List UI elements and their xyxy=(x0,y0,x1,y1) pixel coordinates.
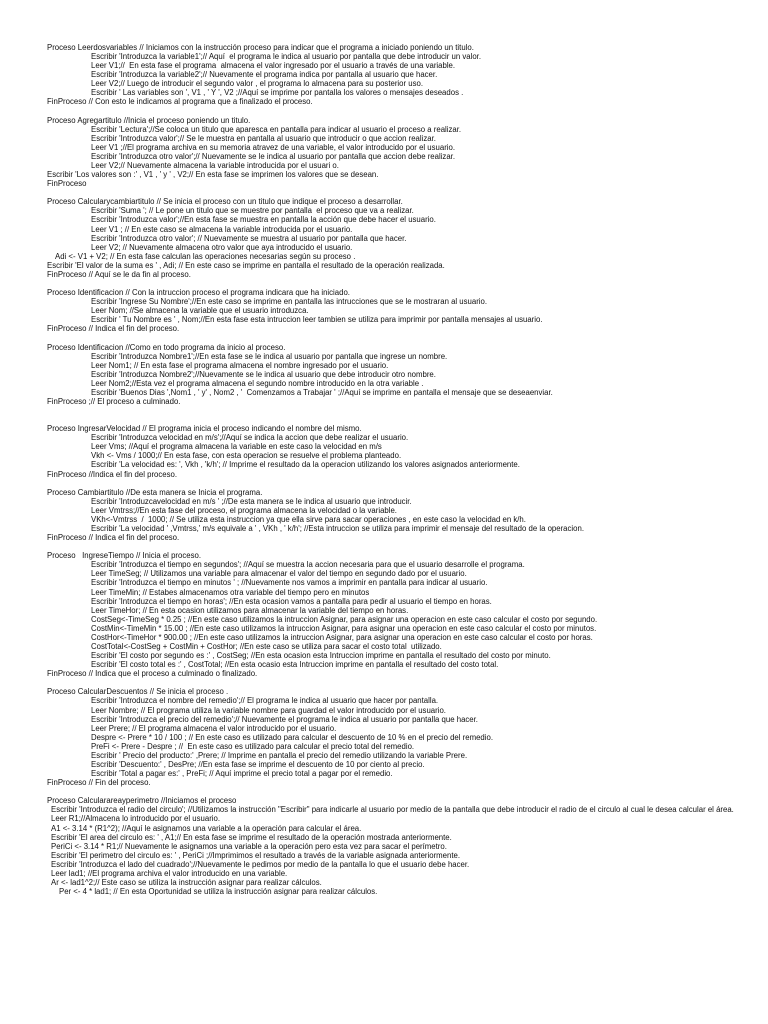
code-block xyxy=(47,687,759,787)
code-block xyxy=(47,796,759,896)
code-line: Leer V2;// Nuevamente almacena la variable introducida por el usuari o. xyxy=(91,161,339,171)
code-line: Leer Nom; //Se almacena la variable que el usuario introduzca. xyxy=(91,306,309,316)
code-line: Proceso Identificacion //Como en todo programa da inicio al proceso. xyxy=(47,342,286,352)
code-line: Leer Nom2;//Esta vez el programa almacena el segundo nombre introducido en la otra variable . xyxy=(91,378,424,388)
block-spacer xyxy=(47,406,759,424)
code-block xyxy=(47,288,759,333)
code-line: Vkh <- Vms / 1000;// En esta fase, con esta operacion se resuelve el problema planteado. xyxy=(91,451,402,461)
code-line: Escribir 'El valor de la suma es ' , Adi; // En este caso se imprime en pantalla el resultado de la operación realizada. xyxy=(47,260,445,270)
code-block xyxy=(47,343,759,407)
code-line: Proceso Calcularareayperimetro //Iniciamos el proceso xyxy=(47,796,237,806)
code-line: Escribir 'Introduzca Nombre1';//En esta fase se le indica al usuario por pantalla que ingrese un nombre. xyxy=(91,351,448,361)
code-line: FinProceso // Indica el fin del proceso. xyxy=(47,533,180,543)
block-spacer xyxy=(47,678,759,687)
code-line: Proceso Agregartitulo //Inicia el proceso poniendo un titulo. xyxy=(47,115,251,125)
block-spacer xyxy=(47,188,759,197)
code-line: VKh<-Vmtrss / 1000; // Se utiliza esta instruccion ya que ella sirve para sacar operaciones , en este caso la velocidad en k/h. xyxy=(91,514,526,524)
code-line: FinProceso // Fin del proceso. xyxy=(47,778,151,788)
code-line: Despre <- Prere * 10 / 100 ; // En este caso es utilizado para calcular el descuento de 10 % en el precio del remedio. xyxy=(91,732,493,742)
code-line: Escribir 'Introduzca otro valor';// Nuevamente se le indica al usuario por pantalla que accion debe realizar. xyxy=(91,151,455,161)
code-line: Leer Prere; // El programa almacena el valor introducido por el usuario. xyxy=(91,723,337,733)
code-line: Proceso Calcularycambiartitulo // Se inicia el proceso con un titulo que indique el proceso a desarrollar. xyxy=(47,197,403,207)
code-line: Escribir 'Suma '; // Le pone un titulo que se muestre por pantalla el proceso que va a realizar. xyxy=(91,206,414,216)
block-spacer xyxy=(47,107,759,116)
code-line: Leer V1 ; // En este caso se almacena la variable introducida por el usuario. xyxy=(91,224,353,234)
code-line: Leer Nombre; // El programa utiliza la variable nombre para guardad el valor introducido por el usuario. xyxy=(91,705,446,715)
code-block xyxy=(47,488,759,542)
code-line: Leer Vmtrss;//En esta fase del proceso, el programa almacena la velocidad o la variable. xyxy=(91,505,397,515)
code-line: Proceso IngresarVelocidad // El programa inicia el proceso indicando el nombre del mismo. xyxy=(47,424,362,434)
code-line: Escribir ' Las variables son ', V1 , ' Y ', V2 ;//Aquí se imprime por pantalla los valores o mensajes deseados . xyxy=(91,88,464,98)
code-line: Proceso CalcularDescuentos // Se inicia el proceso . xyxy=(47,687,229,697)
code-line: Adi <- V1 + V2; // En esta fase calculan las operaciones necesarias según su proceso . xyxy=(55,251,356,261)
code-line: Escribir 'Introduzca la variable1';// Aquí el programa le indica al usuario por pantalla que debe introducir un valor. xyxy=(91,52,482,62)
code-line: Escribir 'Introduzca velocidad en m/s';//Aquí se indica la accion que debe realizar el usuario. xyxy=(91,433,409,443)
code-line: Escribir ' Tu Nombre es ' , Nom;//En esta fase esta intruccion leer tambien se utiliza para imprimir por pantalla mensajes al usuario. xyxy=(91,315,543,325)
code-line: Escribir 'Introduzca el precio del remedio';// Nuevamente el programa le indica al usuario por pantalla que hacer. xyxy=(91,714,478,724)
code-line: Escribir 'Descuento:' , DesPre; //En esta fase se imprime el descuento de 10 por ciento al precio. xyxy=(91,760,425,770)
code-line: Escribir 'Introduzcavelocidad en m/s ' ;//De esta manera se le indica al usuario que introducir. xyxy=(91,496,412,506)
code-line: Proceso IngreseTiempo // Inicia el proceso. xyxy=(47,551,201,561)
code-line: Leer lad1; //El programa archiva el valor introducido en una variable. xyxy=(51,868,288,878)
code-line: Escribir 'El costo total es :' , CostTotal; //En esta ocasio esta Intruccion imprime en pantalla el resultado del costo total. xyxy=(91,660,499,670)
code-line: Escribir 'Lectura';//Se coloca un titulo que aparesca en pantalla para indicar al usuario el proceso a realizar. xyxy=(91,124,462,134)
code-block xyxy=(47,43,759,107)
code-line: Leer Nom1; // En esta fase el programa almacena el nombre ingresado por el usuario. xyxy=(91,360,389,370)
code-line: Leer V1;// En esta fase el programa almacena el valor ingresado por el usuario a través de una variable. xyxy=(91,61,456,71)
code-line: Leer Vms; //Aquí el programa almacena la variable en este caso la velocidad en m/s xyxy=(91,442,382,452)
code-line: Escribir 'El costo por segundo es :' , CostSeg; //En esta ocasion esta Intruccion imprime en pantalla el resultado del costo por minuto. xyxy=(91,651,551,661)
code-line: Proceso Identificacion // Con la intruccion proceso el programa indicara que ha iniciado. xyxy=(47,288,350,298)
code-line: Escribir 'Introduzca otro valor'; // Nuevamente se muestra al usuario por pantalla que hacer. xyxy=(91,233,407,243)
code-line: Ar <- lad1^2;// Este caso se utiliza la instrucción asignar para realizar cálculos. xyxy=(51,878,322,888)
code-line: Leer V2;// Luego de introducir el segundo valor , el programa lo almacena para su posterior uso. xyxy=(91,79,423,89)
code-block xyxy=(47,197,759,279)
code-line: Leer V2; // Nuevamente almacena otro valor que aya introducido el usuario. xyxy=(91,242,353,252)
code-line: Escribir 'Introduzca el tiempo en horas'; //En esta ocasion vamos a pantalla para pedir al usuario el tiempo en horas. xyxy=(91,596,492,606)
code-line: A1 <- 3.14 * (R1^2); //Aquí le asignamos una variable a la operación para calcular el área. xyxy=(51,823,362,833)
code-line: Escribir 'El area del circulo es: ' , A1;// En esta fase se imprime el resultado de la operación mostrada anteriormente. xyxy=(51,832,452,842)
code-line: FinProceso ;// El proceso a culminado. xyxy=(47,397,181,407)
code-line: Escribir 'Introduzca el tiempo en minutos ' ; //Nuevamente nos vamos a imprimir en pantalla para indicar al usuario. xyxy=(91,578,488,588)
code-line: Proceso Cambiartitulo //De esta manera se Inicia el programa. xyxy=(47,487,263,497)
code-line: Escribir 'Introduzca el nombre del remedio';// El programa le indica al usuario que hacer por pantalla. xyxy=(91,696,439,706)
code-block xyxy=(47,424,759,478)
document-body xyxy=(47,43,759,896)
block-spacer xyxy=(47,479,759,488)
code-line: FinProceso // Indica el fin del proceso. xyxy=(47,324,180,334)
code-line: Leer TimeMin; // Estabes almacenamos otra variable del tiempo pero en minutos xyxy=(91,587,370,597)
block-spacer xyxy=(47,787,759,796)
code-line: Escribir 'La velocidad ' ,Vmtrss,' m/s equivale a ' , VKh , ' k/h'; //Esta intruccion se utiliza para imprimir el mensaje del resultado de la operacion. xyxy=(91,523,584,533)
code-line: Escribir 'El perimetro del circulo es: ' , PeriCi ;//Imprimimos el resultado a través de la variable asignada anteriormente. xyxy=(51,850,461,860)
block-spacer xyxy=(47,334,759,343)
code-line: Escribir 'Total a pagar es:' , PreFi; // Aquí imprime el precio total a pagar por el remedio. xyxy=(91,769,393,779)
code-block xyxy=(47,116,759,189)
code-line: Escribir 'Introduzca valor';// Se le muestra en pantalla al usuario que introducir o que accion realizar. xyxy=(91,133,436,143)
code-line: FinProceso // Con esto le indicamos al programa que a finalizado el proceso. xyxy=(47,97,313,107)
code-line: Escribir 'Introduzca el lado del cuadrado';//Nuevamente le pedimos por medio de la pantalla lo que el usuario debe hacer. xyxy=(51,859,470,869)
code-line: CostHor<-TimeHor * 900.00 ; //En este caso utilizamos la intruccion Asignar, para asignar una operacion en este caso calcular el costo por horas. xyxy=(91,632,593,642)
code-line: PeriCi <- 3.14 * R1;// Nuevamente le asignamos una variable a la operación pero esta vez para sacar el perímetro. xyxy=(51,841,447,851)
code-line: CostMin<-TimeMin * 15.00 ; //En este caso utilizamos la intruccion Asignar, para asignar una operacion en este caso calcular el costo por minutos. xyxy=(91,623,597,633)
code-line: Escribir ' Precio del producto:' ,Prere; // Imprime en pantalla el precio del remedio utilizando la variable Prere. xyxy=(91,750,468,760)
code-line: FinProceso xyxy=(47,179,87,189)
code-line: Escribir 'La velocidad es: ', Vkh , 'k/h'; // Imprime el resultado da la operacion utilizando los valores asignados anteriormente. xyxy=(91,460,520,470)
code-block xyxy=(47,551,759,678)
code-line: Per <- 4 * lad1; // En esta Oportunidad se utiliza la instrucción asignar para realizar cálculos. xyxy=(59,887,378,897)
block-spacer xyxy=(47,279,759,288)
code-line: CostSeg<-TimeSeg * 0.25 ; //En este caso utilizamos la intruccion Asignar, para asignar una operacion en este caso calcular el costo por segundo. xyxy=(91,614,598,624)
code-line: CostTotal<-CostSeg + CostMin + CostHor; //En este caso se utiliza para sacar el costo total utilizado. xyxy=(91,642,442,651)
code-line: PreFi <- Prere - Despre ; // En este caso es utilizado para calcular el precio total del remedio. xyxy=(91,741,415,751)
code-line: FinProceso //Indica el fin del proceso. xyxy=(47,469,178,479)
code-line: FinProceso // Indica que el proceso a culminado o finalizado. xyxy=(47,669,258,679)
code-line: Leer TimeSeg; // Utilizamos una variable para almacenar el valor del tiempo en segundo dado por el usuario. xyxy=(91,569,467,579)
code-line: Escribir 'Introduzca la variable2';// Nuevamente el programa indica por pantalla al usuario que hacer. xyxy=(91,70,438,80)
code-line: Proceso Leerdosvariables // Iniciamos con la instrucción proceso para indicar que el programa a iniciado poniendo un titulo. xyxy=(47,43,474,52)
code-line: Escribir 'Introduzca Nombre2';//Nuevamente se le indica al usuario que debe introducir otro nombre. xyxy=(91,369,436,379)
code-line: Escribir 'Los valores son :' , V1 , ' y ' , V2;// En esta fase se imprimen los valores que se desean. xyxy=(47,170,379,180)
code-line: Leer V1 ;//El programa archiva en su memoria atravez de una variable, el valor introducido por el usuario. xyxy=(91,142,456,152)
code-line: FinProceso // Aquí se le da fin al proceso. xyxy=(47,269,191,279)
code-line: Escribir 'Introduzca valor';//En esta fase se muestra en pantalla la acción que debe hacer el usuario. xyxy=(91,215,436,225)
code-line: Leer R1;//Almacena lo introducido por el usuario. xyxy=(51,814,221,824)
block-spacer xyxy=(47,542,759,551)
code-line: Escribir 'Ingrese Su Nombre';//En este caso se imprime en pantalla las intrucciones que se le mostraran al usuario. xyxy=(91,297,488,307)
code-line: Escribir 'Buenos Dias ',Nom1 , ' y' , Nom2 , ' Comenzamos a Trabajar ' ;//Aquí se imprime en pantalla el mensaje que se deseaenviar. xyxy=(91,387,553,397)
code-line: Escribir 'Introduzca el radio del circulo'; //Utilizamos la instrucción "Escribir" para indicarle al usuario por medio de la pantalla que debe introducir el radio de el circulo al cual le desea calcular el área. xyxy=(51,805,734,815)
code-line: Leer TimeHor; // En esta ocasion utilizamos para almacenar la variable del tiempo en horas. xyxy=(91,605,409,615)
code-line: Escribir 'Introduzca el tiempo en segundos'; //Aquí se muestra la accion necesaria para que el usuario desarrolle el programa. xyxy=(91,560,525,570)
